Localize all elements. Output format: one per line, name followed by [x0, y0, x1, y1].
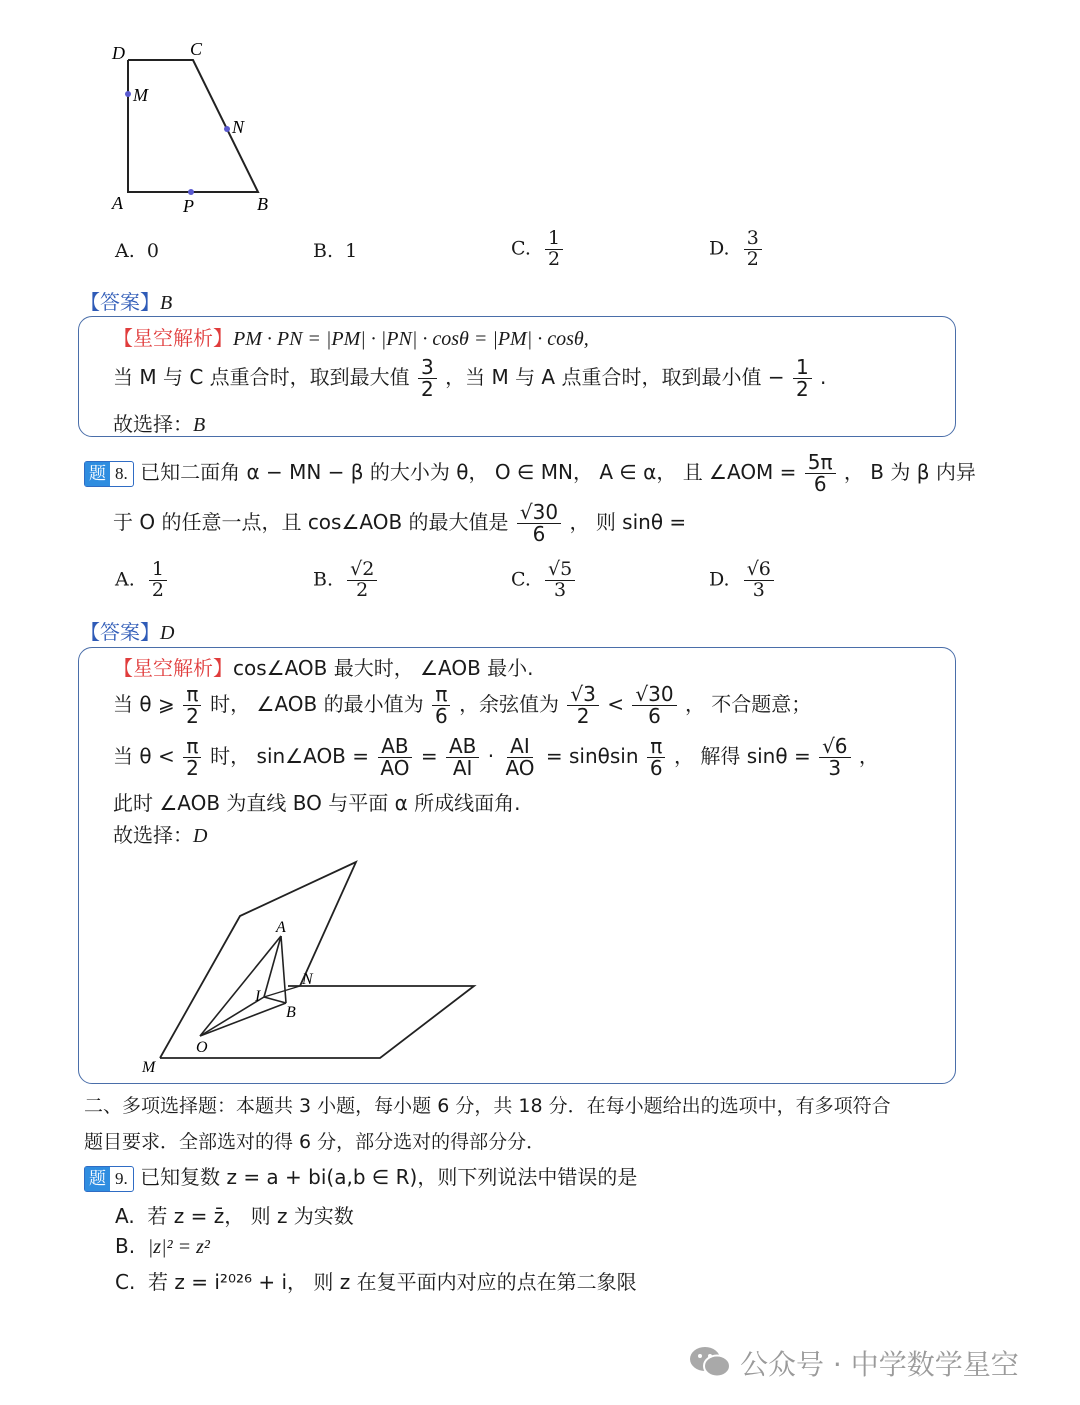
- label-B: B: [286, 1004, 296, 1021]
- label-N: N: [302, 971, 313, 988]
- q8-number-tag: 题 8.: [84, 461, 134, 487]
- q9-option-b: B. |z|² = z²: [115, 1234, 210, 1258]
- label-D: D: [112, 43, 125, 63]
- q9-option-a: A. 若 z = z̄， 则 z 为实数: [115, 1204, 354, 1228]
- wechat-icon: [688, 1344, 732, 1380]
- watermark-text: 公众号 · 中学数学星空: [740, 1348, 1019, 1381]
- label-O: O: [196, 1039, 208, 1056]
- q7-option-c: C. $\frac{1}{2}$: [511, 229, 565, 270]
- label-A: A: [276, 919, 286, 936]
- label-A: A: [112, 193, 123, 213]
- dihedral-angle-figure: [138, 858, 483, 1078]
- q8-analysis-line2: 当 θ ⩾ $\frac{\pi}{2}$ 时， ∠AOB 的最小值为 $\frac{\pi}{6}$ ，余弦值为 $\frac{√3}{2}$ < $\frac{√30}{6}$ ， 不合题意；: [113, 682, 812, 728]
- q8-option-a: A. $\frac{1}{2}$: [115, 560, 169, 601]
- q8-option-b: B. $\frac{√2}{2}$: [313, 560, 379, 601]
- section2-line2: 题目要求．全部选对的得 6 分，部分选对的得部分分．: [84, 1131, 546, 1153]
- q7-answer: 【答案】B: [80, 290, 173, 314]
- trapezoid-figure: [100, 35, 290, 220]
- q9-stem: 题 9. 已知复数 z = a + bi(a,b ∈ R)，则下列说法中错误的是: [84, 1161, 637, 1192]
- q9-number-tag: 题 9.: [84, 1166, 134, 1192]
- q9-option-c: C. 若 z = i²⁰²⁶ + i， 则 z 在复平面内对应的点在第二象限: [115, 1270, 637, 1294]
- q8-analysis-line3: 当 θ < $\frac{\pi}{2}$ 时， sin∠AOB = $\frac{AB}{AO}$ = $\frac{AB}{AI}$ · $\frac{AI}{AO}$ = sinθsin $\frac{\pi}{6}$ ， 解得 sinθ = $\frac{√6}{3}$ ，: [113, 734, 879, 780]
- q8-stem-line2: 于 O 的任意一点，且 cos∠AOB 的最大值是 $\frac{√30}{6}$ ， 则 sinθ =: [113, 500, 687, 546]
- q7-analysis-line1: 【星空解析】PM · PN = |PM| · |PN| · cosθ = |PM| · cosθ,: [113, 326, 589, 350]
- label-M: M: [142, 1059, 156, 1076]
- q7-analysis-line3: 故选择：B: [113, 412, 206, 436]
- q7-option-b: B. 1: [313, 240, 358, 262]
- q8-analysis-line1: 【星空解析】cos∠AOB 最大时， ∠AOB 最小.: [113, 656, 534, 680]
- q8-option-c: C. $\frac{√5}{3}$: [511, 560, 577, 601]
- q8-analysis-line4: 此时 ∠AOB 为直线 BO 与平面 α 所成线面角.: [113, 791, 521, 815]
- q7-option-d: D. $\frac{3}{2}$: [709, 229, 764, 270]
- q8-answer: 【答案】D: [80, 620, 175, 644]
- section2-line1: 二、多项选择题：本题共 3 小题，每小题 6 分，共 18 分．在每小题给出的选项中，有多项符合: [84, 1095, 891, 1117]
- label-I: I: [255, 988, 261, 1005]
- q7-option-a: A. 0: [115, 240, 159, 262]
- label-M: M: [133, 85, 148, 105]
- q8-stem-line1: 题 8. 已知二面角 α − MN − β 的大小为 θ， O ∈ MN， A ∈ α， 且 ∠AOM = $\frac{5\pi}{6}$ ， B 为 β 内异: [84, 452, 976, 495]
- q8-option-d: D. $\frac{√6}{3}$: [709, 560, 776, 601]
- label-B: B: [257, 194, 268, 214]
- q8-analysis-line5: 故选择：D: [113, 823, 208, 847]
- label-P: P: [183, 196, 194, 216]
- label-N: N: [232, 117, 245, 137]
- label-C: C: [190, 39, 203, 59]
- q7-analysis-line2: 当 M 与 C 点重合时，取到最大值 $\frac{3}{2}$ ，当 M 与 A 点重合时，取到最小值 − $\frac{1}{2}$ .: [113, 355, 827, 401]
